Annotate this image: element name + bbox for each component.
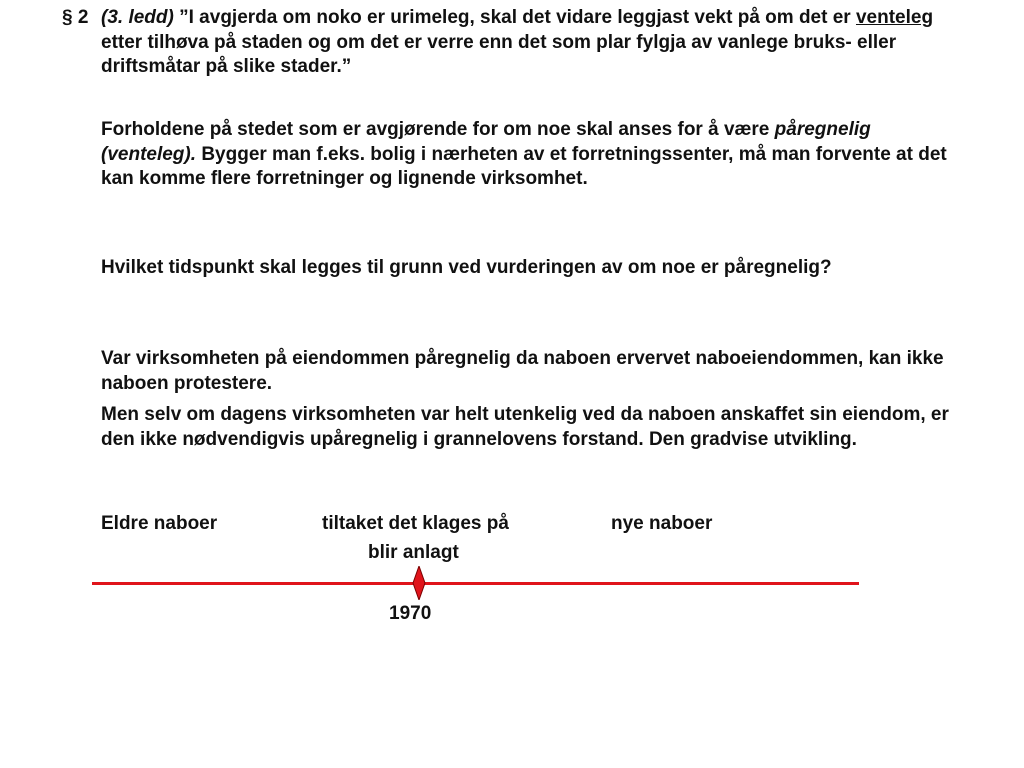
timeline-label-older-neighbours: Eldre naboer: [101, 513, 218, 534]
conditions-part-b: Bygger man f.eks. bolig i nærheten av et forretningssenter, må man forvente at det kan komme flere forretninger og lignende virksomhet.: [101, 143, 947, 189]
paragraph-conditions: [101, 118, 971, 192]
conditions-italic-term: påregnelig (venteleg).: [101, 119, 871, 165]
paragraph-question: Hvilket tidspunkt skal legges til grunn ved vurderingen av om noe er påregnelig?: [101, 257, 832, 278]
timeline-label-measure: tiltaket det klages på: [322, 513, 509, 534]
section-mark: § 2: [62, 7, 89, 28]
ledd-reference: (3. ledd): [101, 7, 174, 28]
quote-underlined-term: venteleg: [855, 7, 934, 28]
timeline-line: [92, 582, 859, 585]
timeline-label-established: blir anlagt: [368, 542, 459, 563]
paragraph-acquisition: Var virksomheten på eiendommen påregnelig da naboen ervervet naboeiendommen, kan ikke naboen protestere.: [101, 348, 944, 394]
timeline-year: 1970: [389, 603, 432, 624]
conditions-part-a: Forholdene på stedet som er avgjørende for om noe skal anses for å være: [101, 119, 770, 140]
paragraph-development: Men selv om dagens virksomheten var helt utenkelig ved da naboen anskaffet sin eiendom, er den ikke nødvendigvis upåregnelig i grannelovens forstand. Den gradvise utvikling.: [101, 404, 949, 450]
quote-part-a: ”I avgjerda om noko er urimeleg, skal det vidare leggjast vekt på om det er: [179, 7, 851, 28]
timeline-label-new-neighbours: nye naboer: [611, 513, 713, 534]
timeline-bar: [92, 582, 859, 585]
paragraph-law-quote: [101, 6, 971, 80]
timeline-marker: [412, 566, 426, 600]
timeline-marker-diamond: [413, 566, 425, 600]
quote-part-b: etter tilhøva på staden og om det er verre enn det som plar fylgja av vanlege bruks- eller driftsmåtar på slike stader.”: [101, 31, 897, 77]
